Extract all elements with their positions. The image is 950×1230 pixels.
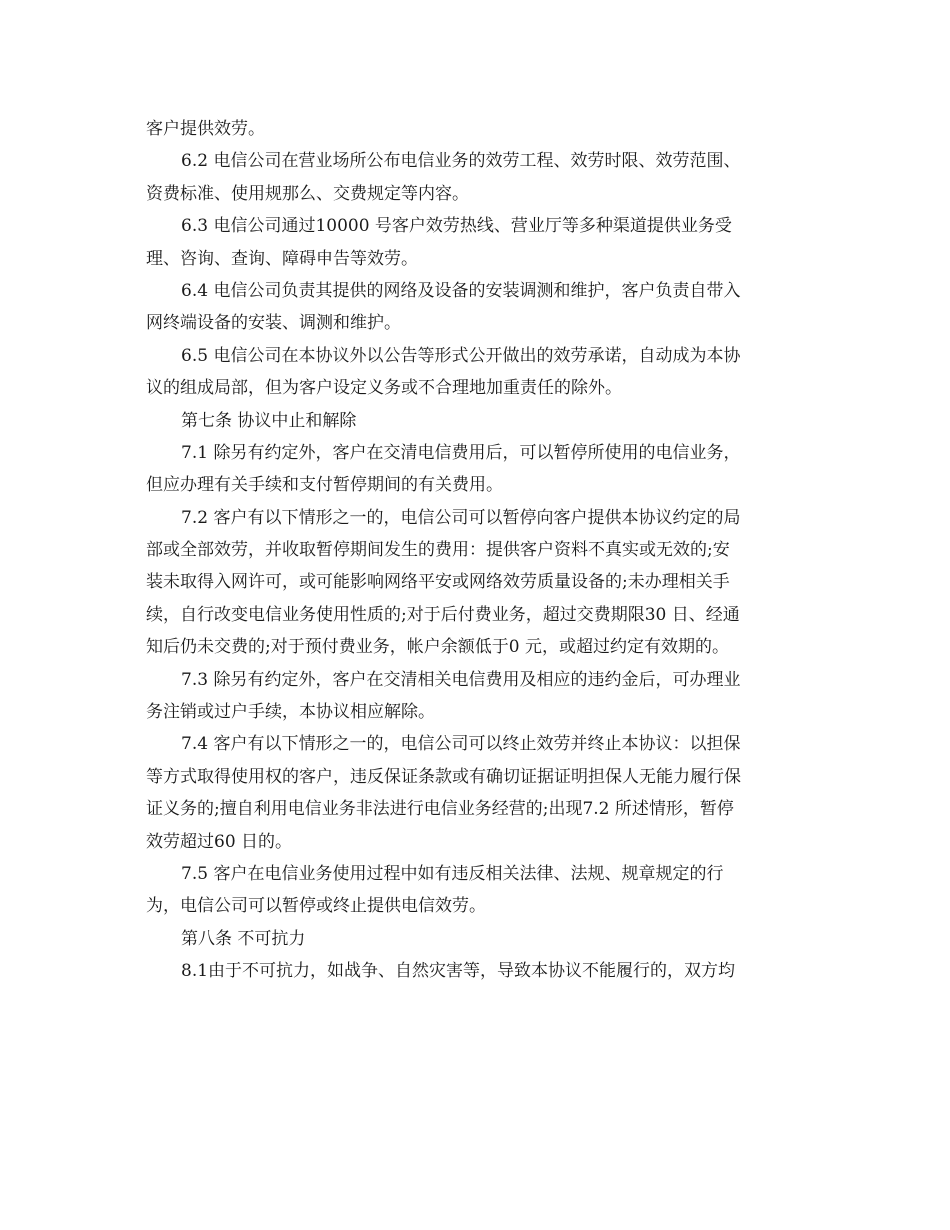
- text-line: 6.3 电信公司通过10000 号客户效劳热线、营业厅等多种渠道提供业务受: [181, 216, 732, 237]
- section-heading: 第七条 协议中止和解除: [181, 410, 357, 431]
- text-line: 为，电信公司可以暂停或终止提供电信效劳。: [146, 896, 486, 917]
- text-line: 等方式取得使用权的客户，违反保证条款或有确切证据证明担保人无能力履行保: [146, 766, 741, 787]
- text-line: 7.4 客户有以下情形之一的，电信公司可以终止效劳并终止本协议：以担保: [181, 734, 741, 755]
- text-line: 7.2 客户有以下情形之一的，电信公司可以暂停向客户提供本协议约定的局: [181, 507, 741, 528]
- text-line: 网终端设备的安装、调测和维护。: [146, 313, 401, 334]
- text-line: 8.1由于不可抗力，如战争、自然灾害等，导致本协议不能履行的，双方均: [181, 961, 736, 982]
- text-line: 客户提供效劳。: [146, 119, 265, 139]
- text-line: 6.4 电信公司负责其提供的网络及设备的安装调测和维护，客户负责自带入: [181, 280, 741, 301]
- text-line: 7.3 除另有约定外，客户在交清相关电信费用及相应的违约金后，可办理业: [181, 669, 741, 690]
- text-line: 知后仍未交费的;对于预付费业务，帐户余额低于0 元，或超过约定有效期的。: [146, 637, 729, 658]
- text-line: 议的组成局部，但为客户设定义务或不合理地加重责任的除外。: [146, 378, 622, 399]
- text-line: 部或全部效劳，并收取暂停期间发生的费用：提供客户资料不真实或无效的;安: [146, 540, 730, 561]
- text-line: 7.5 客户在电信业务使用过程中如有违反相关法律、法规、规章规定的行: [181, 863, 724, 884]
- text-line: 装未取得入网许可，或可能影响网络平安或网络效劳质量设备的;未办理相关手: [146, 572, 730, 593]
- text-line: 6.5 电信公司在本协议外以公告等形式公开做出的效劳承诺，自动成为本协: [181, 345, 741, 366]
- text-line: 效劳超过60 日的。: [146, 831, 293, 852]
- text-line: 证义务的;擅自利用电信业务非法进行电信业务经营的;出现7.2 所述情形，暂停: [146, 799, 734, 820]
- text-line: 理、咨询、查询、障碍申告等效劳。: [146, 248, 418, 269]
- text-line: 续，自行改变电信业务使用性质的;对于后付费业务，超过交费期限30 日、经通: [146, 604, 740, 625]
- document-page: [146, 113, 806, 988]
- text-line: 务注销或过户手续，本协议相应解除。: [146, 702, 435, 723]
- text-line: 6.2 电信公司在营业场所公布电信业务的效劳工程、效劳时限、效劳范围、: [181, 151, 741, 172]
- section-heading: 第八条 不可抗力: [181, 928, 306, 949]
- text-line: 但应办理有关手续和支付暂停期间的有关费用。: [146, 475, 503, 496]
- text-line: 7.1 除另有约定外，客户在交清电信费用后，可以暂停所使用的电信业务，: [181, 442, 741, 463]
- text-line: 资费标准、使用规那么、交费规定等内容。: [146, 183, 469, 204]
